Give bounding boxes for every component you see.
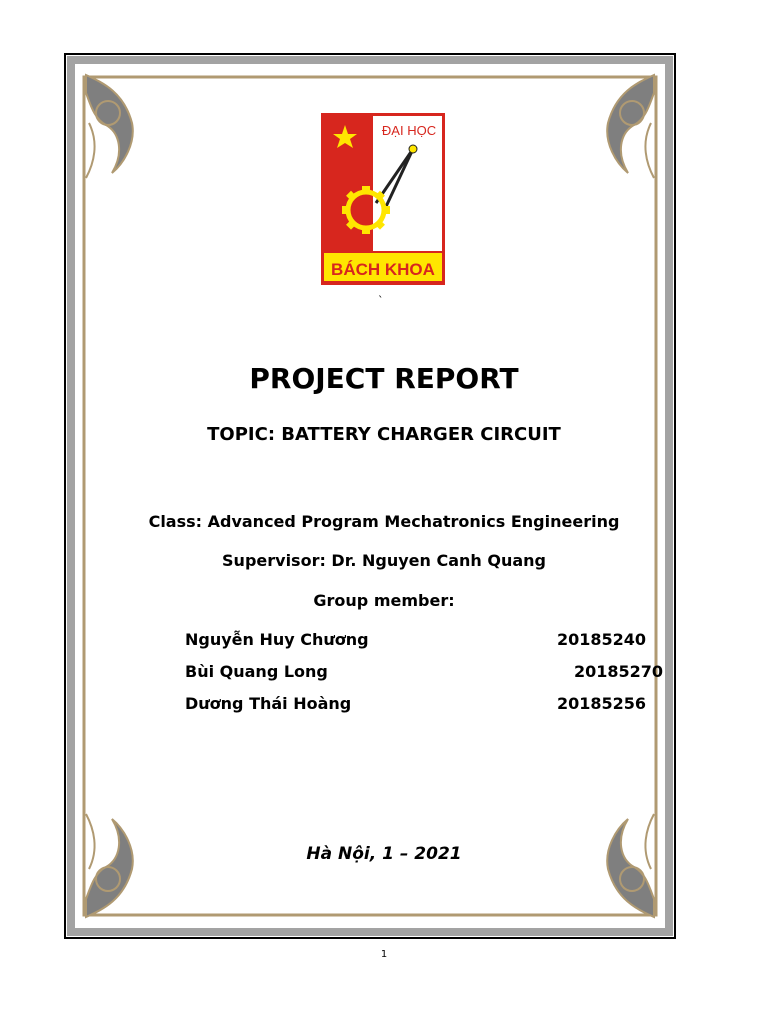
group-heading: Group member: (313, 591, 455, 610)
university-logo (321, 113, 445, 285)
svg-text:ĐẠI HỌC: ĐẠI HỌC (381, 123, 437, 138)
corner-ornament-top-right (607, 75, 654, 178)
corner-ornament-top-left (86, 75, 133, 178)
supervisor-line: Supervisor: Dr. Nguyen Canh Quang (222, 551, 546, 570)
report-title: PROJECT REPORT (249, 362, 519, 395)
member-name: Dương Thái Hoàng (185, 694, 352, 713)
member-id: 20185270 (574, 662, 664, 681)
member-id: 20185240 (557, 630, 647, 649)
member-name: Bùi Quang Long (185, 662, 328, 681)
corner-ornament-bottom-left (86, 814, 133, 917)
member-name: Nguyễn Huy Chương (185, 630, 369, 649)
corner-ornament-bottom-right (607, 814, 654, 917)
page-number: 1 (380, 949, 388, 960)
date-line: Hà Nội, 1 – 2021 (306, 844, 462, 864)
report-topic: TOPIC: BATTERY CHARGER CIRCUIT (207, 424, 561, 445)
class-line: Class: Advanced Program Mechatronics Engineering (148, 512, 620, 531)
member-id: 20185256 (557, 694, 647, 713)
stray-mark: ` (378, 294, 384, 307)
svg-text:BÁCH KHOA: BÁCH KHOA (331, 260, 435, 279)
